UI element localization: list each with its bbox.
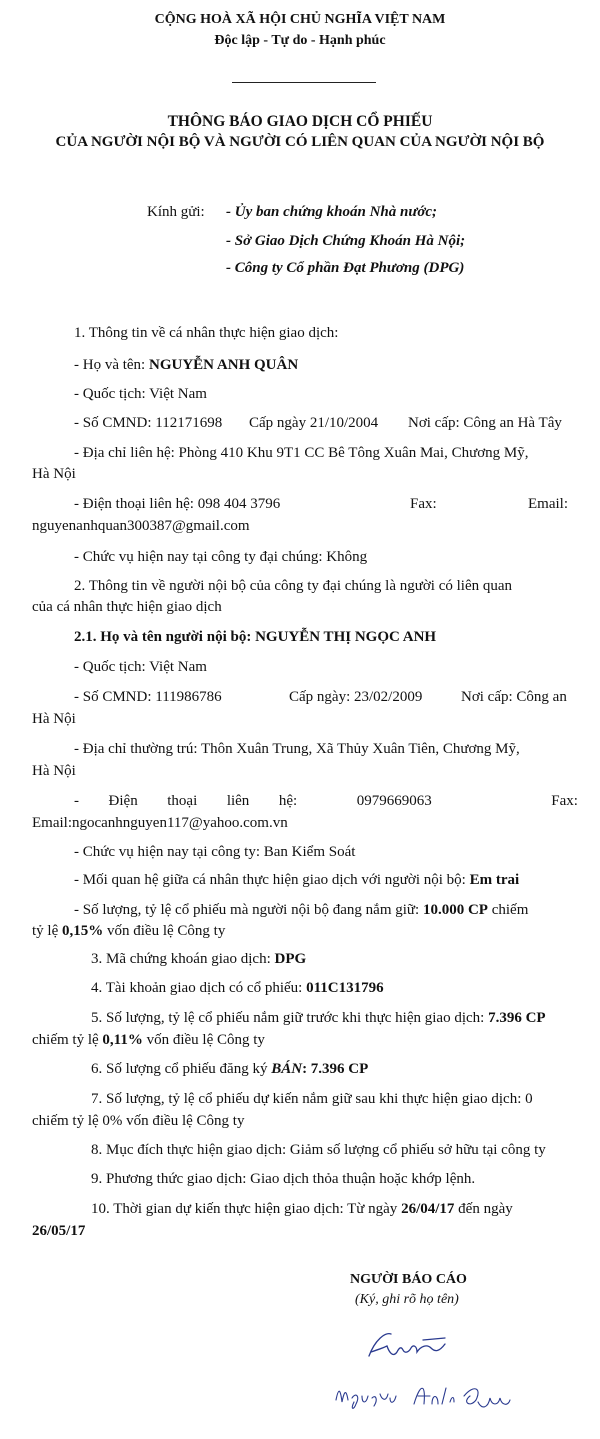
section-6 [91, 1060, 368, 1078]
s1-id-number: - Số CMND: 112171698 [74, 415, 223, 431]
s10-from: 26/04/17 [401, 1201, 455, 1217]
document-title: THÔNG BÁO GIAO DỊCH CỔ PHIẾU [167, 113, 433, 130]
s5-pct: 0,11% [102, 1032, 143, 1048]
s1-email-label: Email: [528, 496, 568, 512]
recipients-label: Kính gửi: [147, 204, 205, 220]
s2-phone-word: Điện [108, 793, 138, 809]
s5-value: 7.396 CP [488, 1010, 546, 1026]
s2-holding-prefix: - Số lượng, tỷ lệ cổ phiếu mà người nội bộ đang nắm giữ: [74, 902, 423, 918]
s2-phone-word: thoại [167, 793, 198, 809]
s6-label: 6. Số lượng cổ phiếu đăng ký [91, 1061, 272, 1077]
section-2-heading-line-2: của cá nhân thực hiện giao dịch [32, 599, 222, 615]
s2-nationality: - Quốc tịch: Việt Nam [74, 659, 207, 675]
section-3 [91, 950, 306, 968]
s2-id-place-cont: Hà Nội [32, 711, 76, 727]
recipient-item: - Sở Giao Dịch Chứng Khoán Hà Nội; [226, 233, 466, 249]
section-9: 9. Phương thức giao dịch: Giao dịch thỏa thuận hoặc khớp lệnh. [91, 1171, 476, 1187]
header-divider [232, 82, 376, 83]
s2-fax: Fax: [551, 793, 578, 809]
s4-label: 4. Tài khoản giao dịch có cổ phiếu: [91, 980, 307, 996]
s1-address-line-2: Hà Nội [32, 466, 76, 482]
s1-name-line [74, 356, 298, 374]
s1-phone: - Điện thoại liên hệ: 098 404 3796 [74, 496, 281, 512]
signature-title: NGƯỜI BÁO CÁO [350, 1272, 467, 1287]
section-4 [91, 979, 384, 997]
section-2-heading-line-1: 2. Thông tin về người nội bộ của công ty đại chúng là người có liên quan [74, 578, 513, 594]
s1-nationality: - Quốc tịch: Việt Nam [74, 386, 207, 402]
s2-email: Email:ngocanhnguyen117@yahoo.com.vn [32, 815, 288, 831]
section-5-line-1 [91, 1009, 546, 1027]
s2-id-date: Cấp ngày: 23/02/2009 [289, 689, 423, 705]
s2-phone-line [74, 792, 578, 810]
s2-relation-value: Em trai [469, 872, 520, 888]
s3-value: DPG [274, 951, 307, 967]
s5-prefix: 5. Số lượng, tỷ lệ cổ phiếu nắm giữ trước khi thực hiện giao dịch: [91, 1010, 489, 1026]
s1-id-date: Cấp ngày 21/10/2004 [249, 415, 379, 431]
recipient-item: - Công ty Cổ phần Đạt Phương (DPG) [226, 260, 465, 276]
s2-id-number: - Số CMND: 111986786 [74, 689, 222, 705]
document-subtitle: CỦA NGƯỜI NỘI BỘ VÀ NGƯỜI CÓ LIÊN QUAN CỦA NGƯỜI NỘI BỘ [55, 134, 545, 150]
s2-id-place: Nơi cấp: Công an [461, 689, 567, 705]
s2-holding-line-2 [32, 922, 225, 940]
signature-note: (Ký, ghi rõ họ tên) [355, 1292, 459, 1307]
section-7-line-2: chiếm tỷ lệ 0% vốn điều lệ Công ty [32, 1113, 245, 1129]
s2-position: - Chức vụ hiện nay tại công ty: Ban Kiểm Soát [74, 844, 356, 860]
handwritten-signature [365, 1322, 475, 1367]
s1-email-value: nguyenanhquan300387@gmail.com [32, 518, 250, 534]
s1-id-place: Nơi cấp: Công an Hà Tây [408, 415, 562, 431]
s1-address-line-1: - Địa chỉ liên hệ: Phòng 410 Khu 9T1 CC Bê Tông Xuân Mai, Chương Mỹ, [74, 445, 529, 461]
s10-mid: đến ngày [454, 1201, 513, 1217]
s10-prefix: 10. Thời gian dự kiến thực hiện giao dịch: Từ ngày [91, 1201, 402, 1217]
s4-value: 011C131796 [306, 980, 384, 996]
s2-holding-value: 10.000 CP [422, 902, 488, 918]
section-5-line-2 [32, 1031, 265, 1049]
s2-holding-pct: 0,15% [62, 923, 104, 939]
s5-line2-suffix: vốn điều lệ Công ty [142, 1032, 265, 1048]
recipient-item: - Ủy ban chứng khoán Nhà nước; [226, 204, 438, 220]
s1-position: - Chức vụ hiện nay tại công ty đại chúng: Không [74, 549, 368, 565]
section-10-line-1 [91, 1200, 513, 1218]
country-heading: CỘNG HOÀ XÃ HỘI CHỦ NGHĨA VIỆT NAM [154, 12, 446, 27]
s2-address-line-2: Hà Nội [32, 763, 76, 779]
s2-relation [74, 871, 519, 889]
s2-holding-line2-suffix: vốn điều lệ Công ty [103, 923, 226, 939]
s3-label: 3. Mã chứng khoán giao dịch: [91, 951, 275, 967]
s2-phone-number: 0979669063 [356, 793, 432, 809]
motto-heading: Độc lập - Tự do - Hạnh phúc [214, 33, 386, 48]
s1-fax: Fax: [410, 496, 437, 512]
s2-phone-word: hệ: [278, 793, 298, 809]
s2-address-line-1: - Địa chỉ thường trú: Thôn Xuân Trung, Xã Thủy Xuân Tiên, Chương Mỹ, [74, 741, 520, 757]
s6-label-em: BÁN [271, 1061, 303, 1077]
section-8: 8. Mục đích thực hiện giao dịch: Giảm số lượng cổ phiếu sở hữu tại công ty [91, 1142, 546, 1158]
s10-to: 26/05/17 [32, 1223, 86, 1239]
handwritten-name-signature [330, 1376, 530, 1416]
s1-name-label: - Họ và tên: [74, 357, 149, 373]
s1-name-value: NGUYỄN ANH QUÂN [148, 357, 299, 373]
section-7-line-1: 7. Số lượng, tỷ lệ cổ phiếu dự kiến nắm giữ sau khi thực hiện giao dịch: 0 [91, 1091, 533, 1107]
section-2-1-heading: 2.1. Họ và tên người nội bộ: NGUYỄN THỊ NGỌC ANH [74, 629, 437, 645]
section-1-heading: 1. Thông tin về cá nhân thực hiện giao dịch: [74, 325, 339, 341]
s2-phone-word: - [74, 793, 79, 809]
s2-holding-suffix: chiếm [487, 902, 529, 918]
s2-phone-word: liên [226, 793, 250, 809]
s5-line2-prefix: chiếm tỷ lệ [32, 1032, 103, 1048]
s2-holding-line2-prefix: tỷ lệ [32, 923, 62, 939]
s2-holding-line-1 [74, 901, 528, 919]
s6-value: : 7.396 CP [302, 1061, 369, 1077]
s2-relation-label: - Mối quan hệ giữa cá nhân thực hiện giao dịch với người nội bộ: [74, 872, 470, 888]
